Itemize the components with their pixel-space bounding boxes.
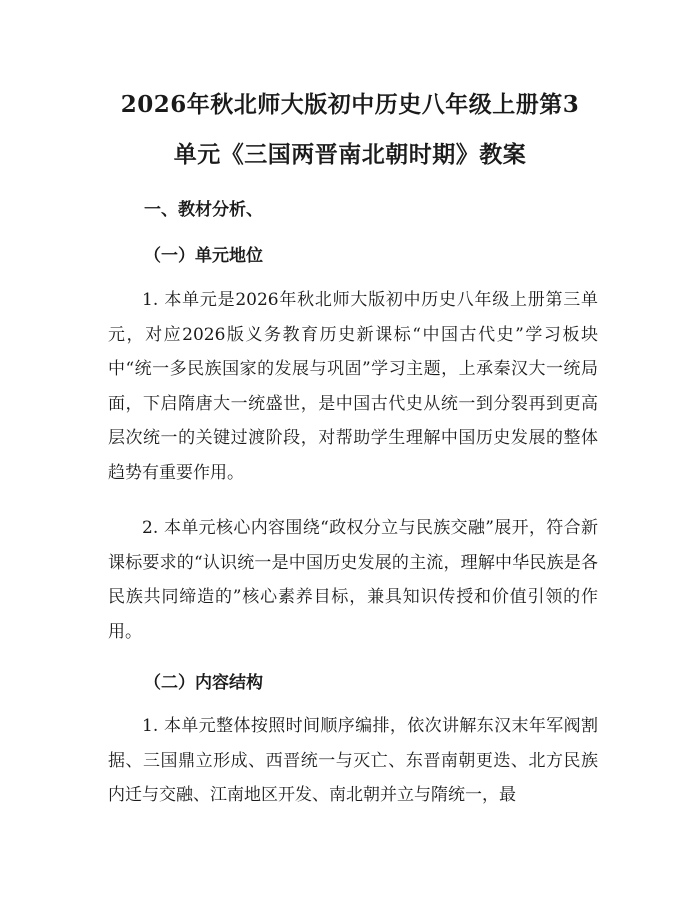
subsection-heading-content-structure: （二）内容结构 xyxy=(144,673,263,693)
paragraph-content-structure-1: 1. 本单元整体按照时间顺序编排，依次讲解东汉末年军阀割据、三国鼎立形成、西晋统一与灭亡、东晋南朝更迭、北方民族内迁与交融、江南地区开发、南北朝并立与隋统一，最 xyxy=(108,716,598,805)
paragraph-unit-position-1: 1. 本单元是2026年秋北师大版初中历史八年级上册第三单元，对应2026版义务教育历史新课标“中国古代史”学习板块中“统一多民族国家的发展与巩固”学习主题，上承秦汉大一统局面，下启隋唐大一统盛世，是中国古代史从统一到分裂再到更高层次统一的关键过渡阶段，对帮助学生理解中国历史发展的整体趋势有重要作用。 xyxy=(108,290,598,483)
document-title-line-1: 2026年秋北师大版初中历史八年级上册第3 xyxy=(120,91,580,118)
paragraph-unit-position-2: 2. 本单元核心内容围绕“政权分立与民族交融”展开，符合新课标要求的“认识统一是中国历史发展的主流，理解中华民族是各民族共同缔造的”核心素养目标，兼具知识传授和价值引领的作用。 xyxy=(108,518,598,642)
section-heading-textbook-analysis: 一、教材分析、 xyxy=(144,200,263,220)
subsection-heading-unit-position: （一）单元地位 xyxy=(144,246,263,266)
document-title-line-2: 单元《三国两晋南北朝时期》教案 xyxy=(173,141,527,168)
